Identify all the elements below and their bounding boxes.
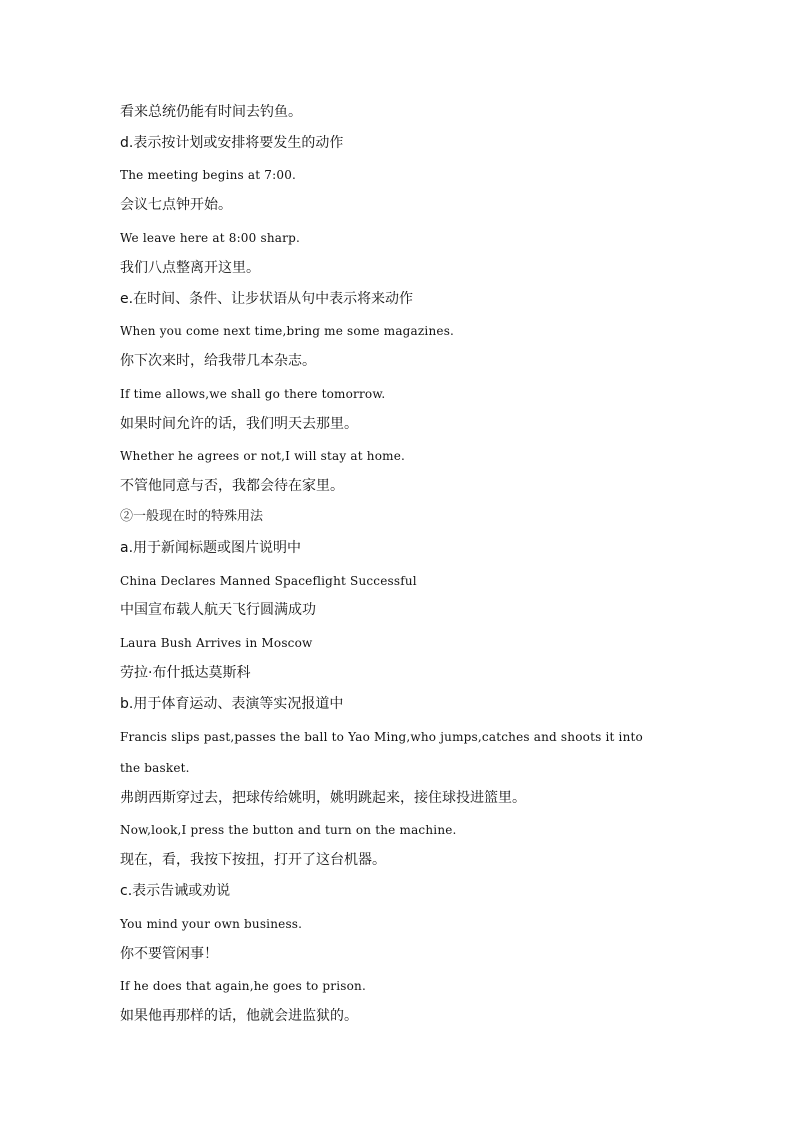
- chinese-translation: 中国宣布载人航天飞行圆满成功: [120, 602, 316, 618]
- chinese-translation: 会议七点钟开始。: [120, 197, 232, 213]
- chinese-translation: 弗朗西斯穿过去，把球传给姚明，姚明跳起来，接住球投进篮里。: [120, 790, 526, 806]
- chinese-translation: 如果他再那样的话，他就会进监狱的。: [120, 1008, 358, 1024]
- chinese-translation: 你不要管闲事！: [120, 946, 218, 962]
- english-example: Now,look,I press the button and turn on the machine.: [120, 823, 457, 837]
- usage-heading: a.用于新闻标题或图片说明中: [120, 540, 302, 556]
- english-example: You mind your own business.: [120, 917, 303, 931]
- usage-heading: d.表示按计划或安排将要发生的动作: [120, 135, 344, 151]
- usage-heading: c.表示告诫或劝说: [120, 883, 231, 899]
- english-example-continued: the basket.: [120, 761, 190, 775]
- english-example: The meeting begins at 7:00.: [120, 168, 297, 182]
- english-example: If time allows,we shall go there tomorrow.: [120, 387, 386, 401]
- chinese-translation: 我们八点整离开这里。: [120, 260, 260, 276]
- chinese-translation: 劳拉·布什抵达莫斯科: [120, 665, 251, 681]
- chinese-translation: 不管他同意与否，我都会待在家里。: [120, 478, 344, 494]
- chinese-translation: 如果时间允许的话，我们明天去那里。: [120, 416, 358, 432]
- chinese-translation: 现在，看，我按下按扭，打开了这台机器。: [120, 852, 386, 868]
- english-example: We leave here at 8:00 sharp.: [120, 231, 300, 245]
- chinese-translation: 你下次来时，给我带几本杂志。: [120, 353, 316, 369]
- english-example: Francis slips past,passes the ball to Yao Ming,who jumps,catches and shoots it into: [120, 730, 643, 744]
- english-example: If he does that again,he goes to prison.: [120, 979, 367, 993]
- english-example: China Declares Manned Spaceflight Successful: [120, 574, 417, 588]
- english-example: Whether he agrees or not,I will stay at home.: [120, 449, 406, 463]
- section-heading: ②一般现在时的特殊用法: [120, 509, 264, 524]
- english-example: When you come next time,bring me some magazines.: [120, 324, 455, 338]
- usage-heading: e.在时间、条件、让步状语从句中表示将来动作: [120, 291, 414, 307]
- chinese-translation: 看来总统仍能有时间去钓鱼。: [120, 104, 302, 120]
- usage-heading: b.用于体育运动、表演等实况报道中: [120, 696, 344, 712]
- english-example: Laura Bush Arrives in Moscow: [120, 636, 313, 650]
